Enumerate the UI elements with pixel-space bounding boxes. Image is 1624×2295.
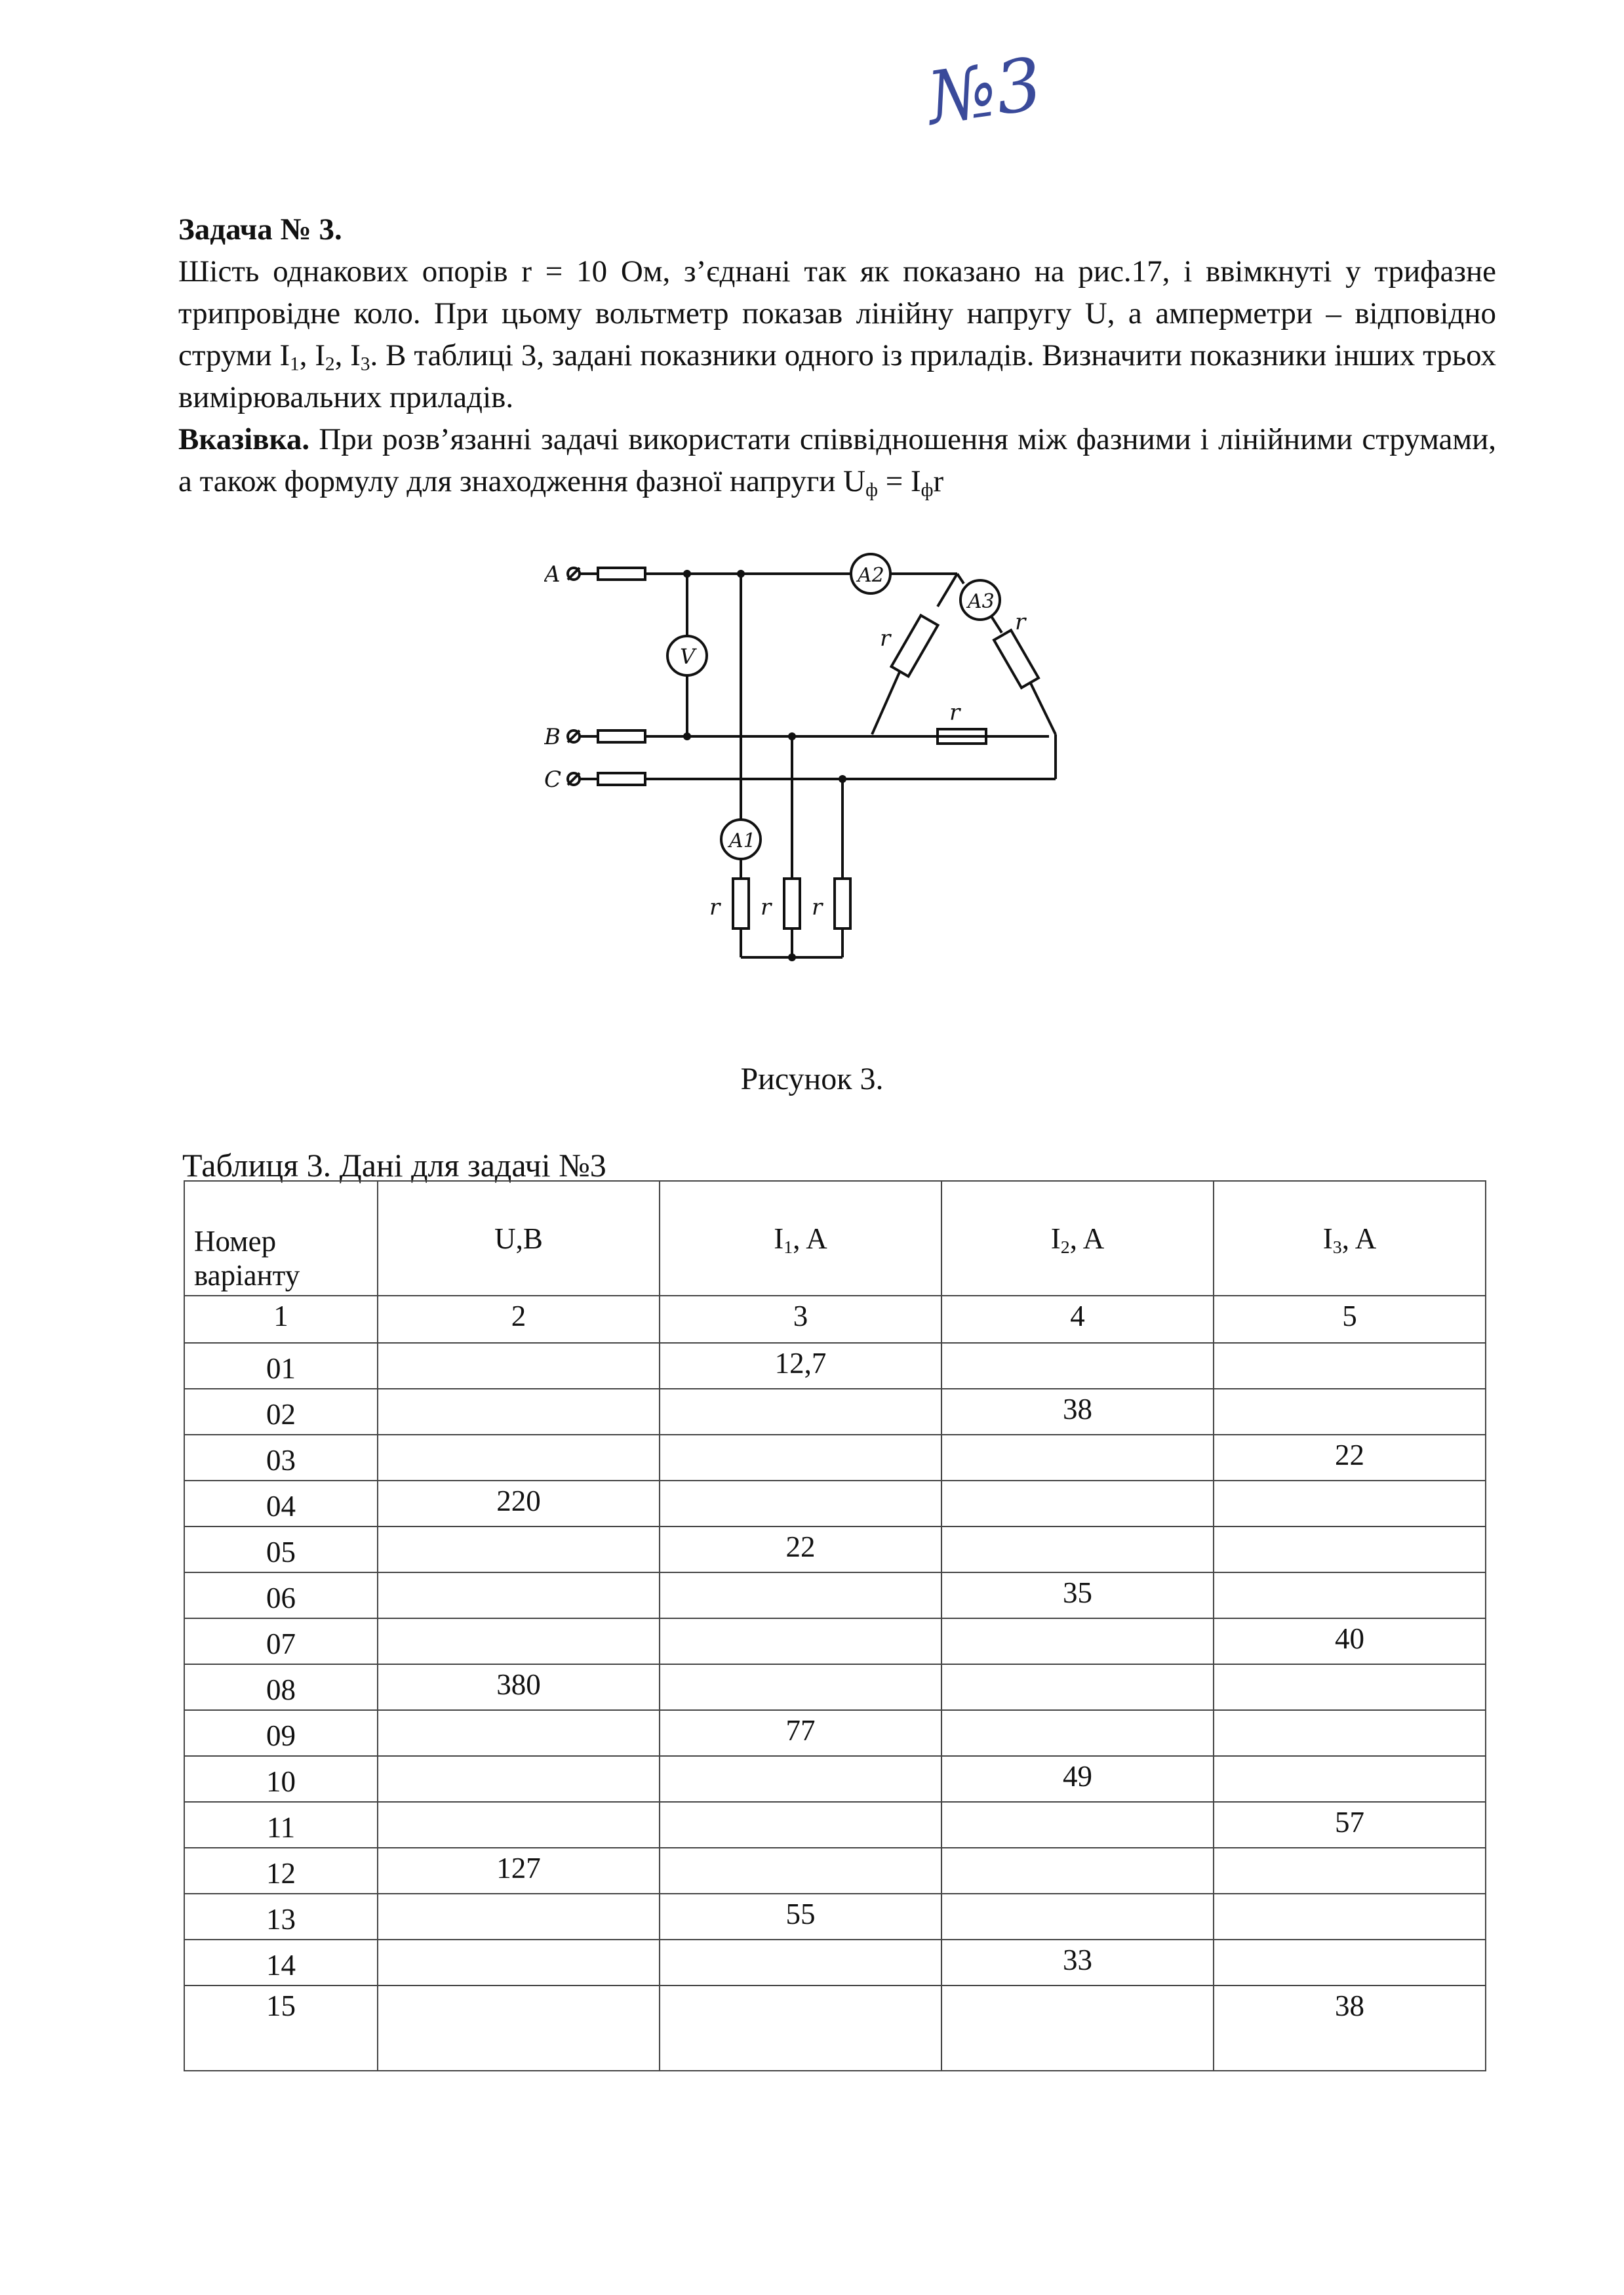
table-header-row — [184, 1181, 1486, 1296]
delta-resistor-left — [892, 616, 938, 677]
terminal-b — [568, 730, 580, 742]
delta-resistor-right — [994, 630, 1039, 688]
terminal-c — [568, 773, 580, 785]
star-resistor-1 — [733, 879, 749, 928]
resistor-label-1: r — [880, 626, 891, 652]
ammeter-a1-label: A1 — [729, 829, 756, 852]
resistor-label-4: r — [709, 894, 721, 921]
table-row: 03 22 — [184, 1435, 1486, 1481]
hint-text: Вказівка. При розв’язанні задачі використати співвідношення між фазними і лінійними струмами, а також формулу для знаходження фазної напруги $U_ф = I_фr$ — [178, 422, 1496, 501]
problem-text: Задача № 3. Шість однакових опорів r = 10 Ом, з’єднані так як показано на рис.17, і ввімкнуті у трифазне трипровідне коло. При цьому вольтметр показав лінійну напругу U, а амперметри – відповідно струми $I_1$, $I_2$, $I_3$. В таблиці 3, задані показники одного із приладів. Визначити показники інших трьох вимірювальних приладів. — [178, 212, 1496, 414]
data-table — [184, 1180, 1486, 2071]
problem-statement — [178, 209, 1496, 502]
hint-label: Вказівка. — [178, 422, 310, 456]
ammeter-a2-label: A2 — [858, 564, 884, 587]
resistor-label-3: r — [949, 700, 961, 726]
resistor-label-6: r — [812, 894, 823, 921]
table-row: 12 127 — [184, 1848, 1486, 1894]
fuse-a — [598, 568, 645, 580]
table-row: 10 49 — [184, 1756, 1486, 1802]
table-row: 05 22 — [184, 1527, 1486, 1572]
table-row: 02 38 — [184, 1389, 1486, 1435]
header-variant: Номер варіанту — [184, 1181, 378, 1296]
table-row: 15 38 — [184, 1986, 1486, 2071]
header-i3: $I_3$, A — [1214, 1181, 1486, 1296]
table-row: 06 35 — [184, 1572, 1486, 1618]
star-resistor-3 — [835, 879, 850, 928]
table-row: 04 220 — [184, 1481, 1486, 1527]
ammeter-a3-label: A3 — [968, 590, 995, 613]
table-row: 14 33 — [184, 1940, 1486, 1986]
table-row: 09 77 — [184, 1710, 1486, 1756]
table-row: 08 380 — [184, 1664, 1486, 1710]
header-i1: $I_1$, A — [660, 1181, 941, 1296]
circuit-diagram — [544, 544, 1095, 990]
figure-caption: Рисунок 3. — [740, 1062, 884, 1096]
header-u: U,B — [378, 1181, 660, 1296]
phase-a-label: A — [544, 561, 561, 588]
table-row: 11 57 — [184, 1802, 1486, 1848]
table-row: 01 12,7 — [184, 1343, 1486, 1389]
terminal-a — [568, 568, 580, 580]
table-caption: Таблиця 3. Дані для задачі №3 — [182, 1147, 606, 1184]
column-number-row: 1 2 3 4 5 — [184, 1296, 1486, 1343]
phase-b-label: B — [544, 724, 561, 750]
resistor-label-5: r — [761, 894, 772, 921]
phase-voltage-formula: $U_ф = I_фr$ — [843, 464, 944, 501]
fuse-c — [598, 773, 645, 785]
table-row: 13 55 — [184, 1894, 1486, 1940]
voltmeter-label: V — [680, 644, 696, 669]
phase-c-label: C — [544, 767, 562, 793]
star-resistor-2 — [784, 879, 800, 928]
fuse-b — [598, 730, 645, 742]
resistor-label-2: r — [1015, 609, 1026, 635]
table-row: 07 40 — [184, 1618, 1486, 1664]
problem-title: Задача № 3. — [178, 212, 342, 247]
header-i2: $I_2$, A — [941, 1181, 1214, 1296]
handwritten-problem-number: №3 — [922, 41, 1048, 141]
